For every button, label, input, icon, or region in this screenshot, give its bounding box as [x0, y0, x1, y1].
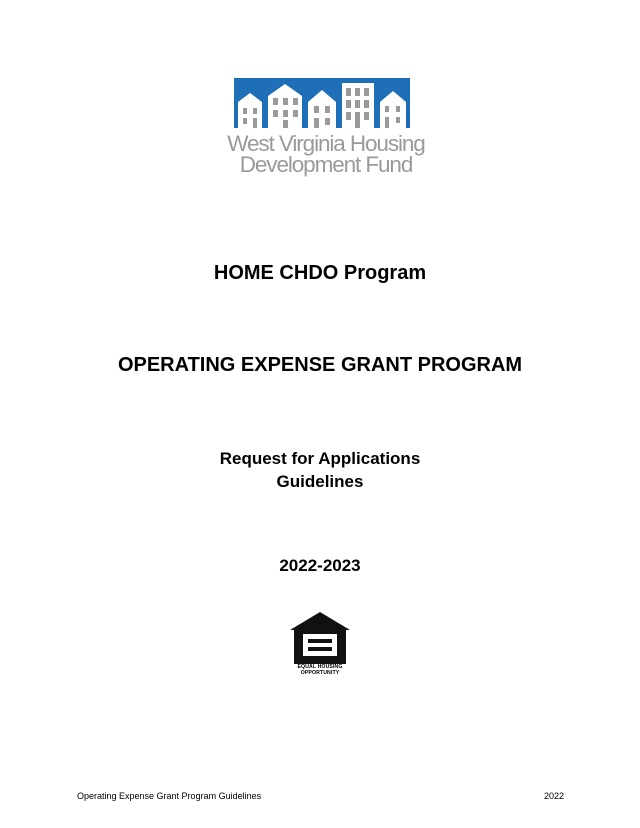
- program-title: HOME CHDO Program: [213, 262, 427, 284]
- houses-banner-icon: [234, 78, 410, 128]
- subtitle-line1: Request for Applications: [219, 449, 421, 468]
- main-title: OPERATING EXPENSE GRANT PROGRAM: [117, 354, 523, 376]
- footer-year: 2022: [543, 791, 564, 801]
- subtitle-line2: Guidelines: [276, 472, 364, 491]
- logo-text-line2: Development Fund: [239, 152, 413, 177]
- eho-text-line1: EQUAL HOUSING: [297, 664, 343, 670]
- footer-title: Operating Expense Grant Program Guidelines: [77, 791, 262, 801]
- logo-text-line1: West Virginia Housing: [227, 131, 425, 156]
- equal-housing-logo: [288, 612, 352, 678]
- year-range: 2022-2023: [279, 556, 361, 575]
- eho-text-line2: OPPORTUNITY: [300, 670, 340, 676]
- equal-housing-opportunity-icon: [288, 612, 352, 664]
- wvhdf-logo: [214, 78, 438, 178]
